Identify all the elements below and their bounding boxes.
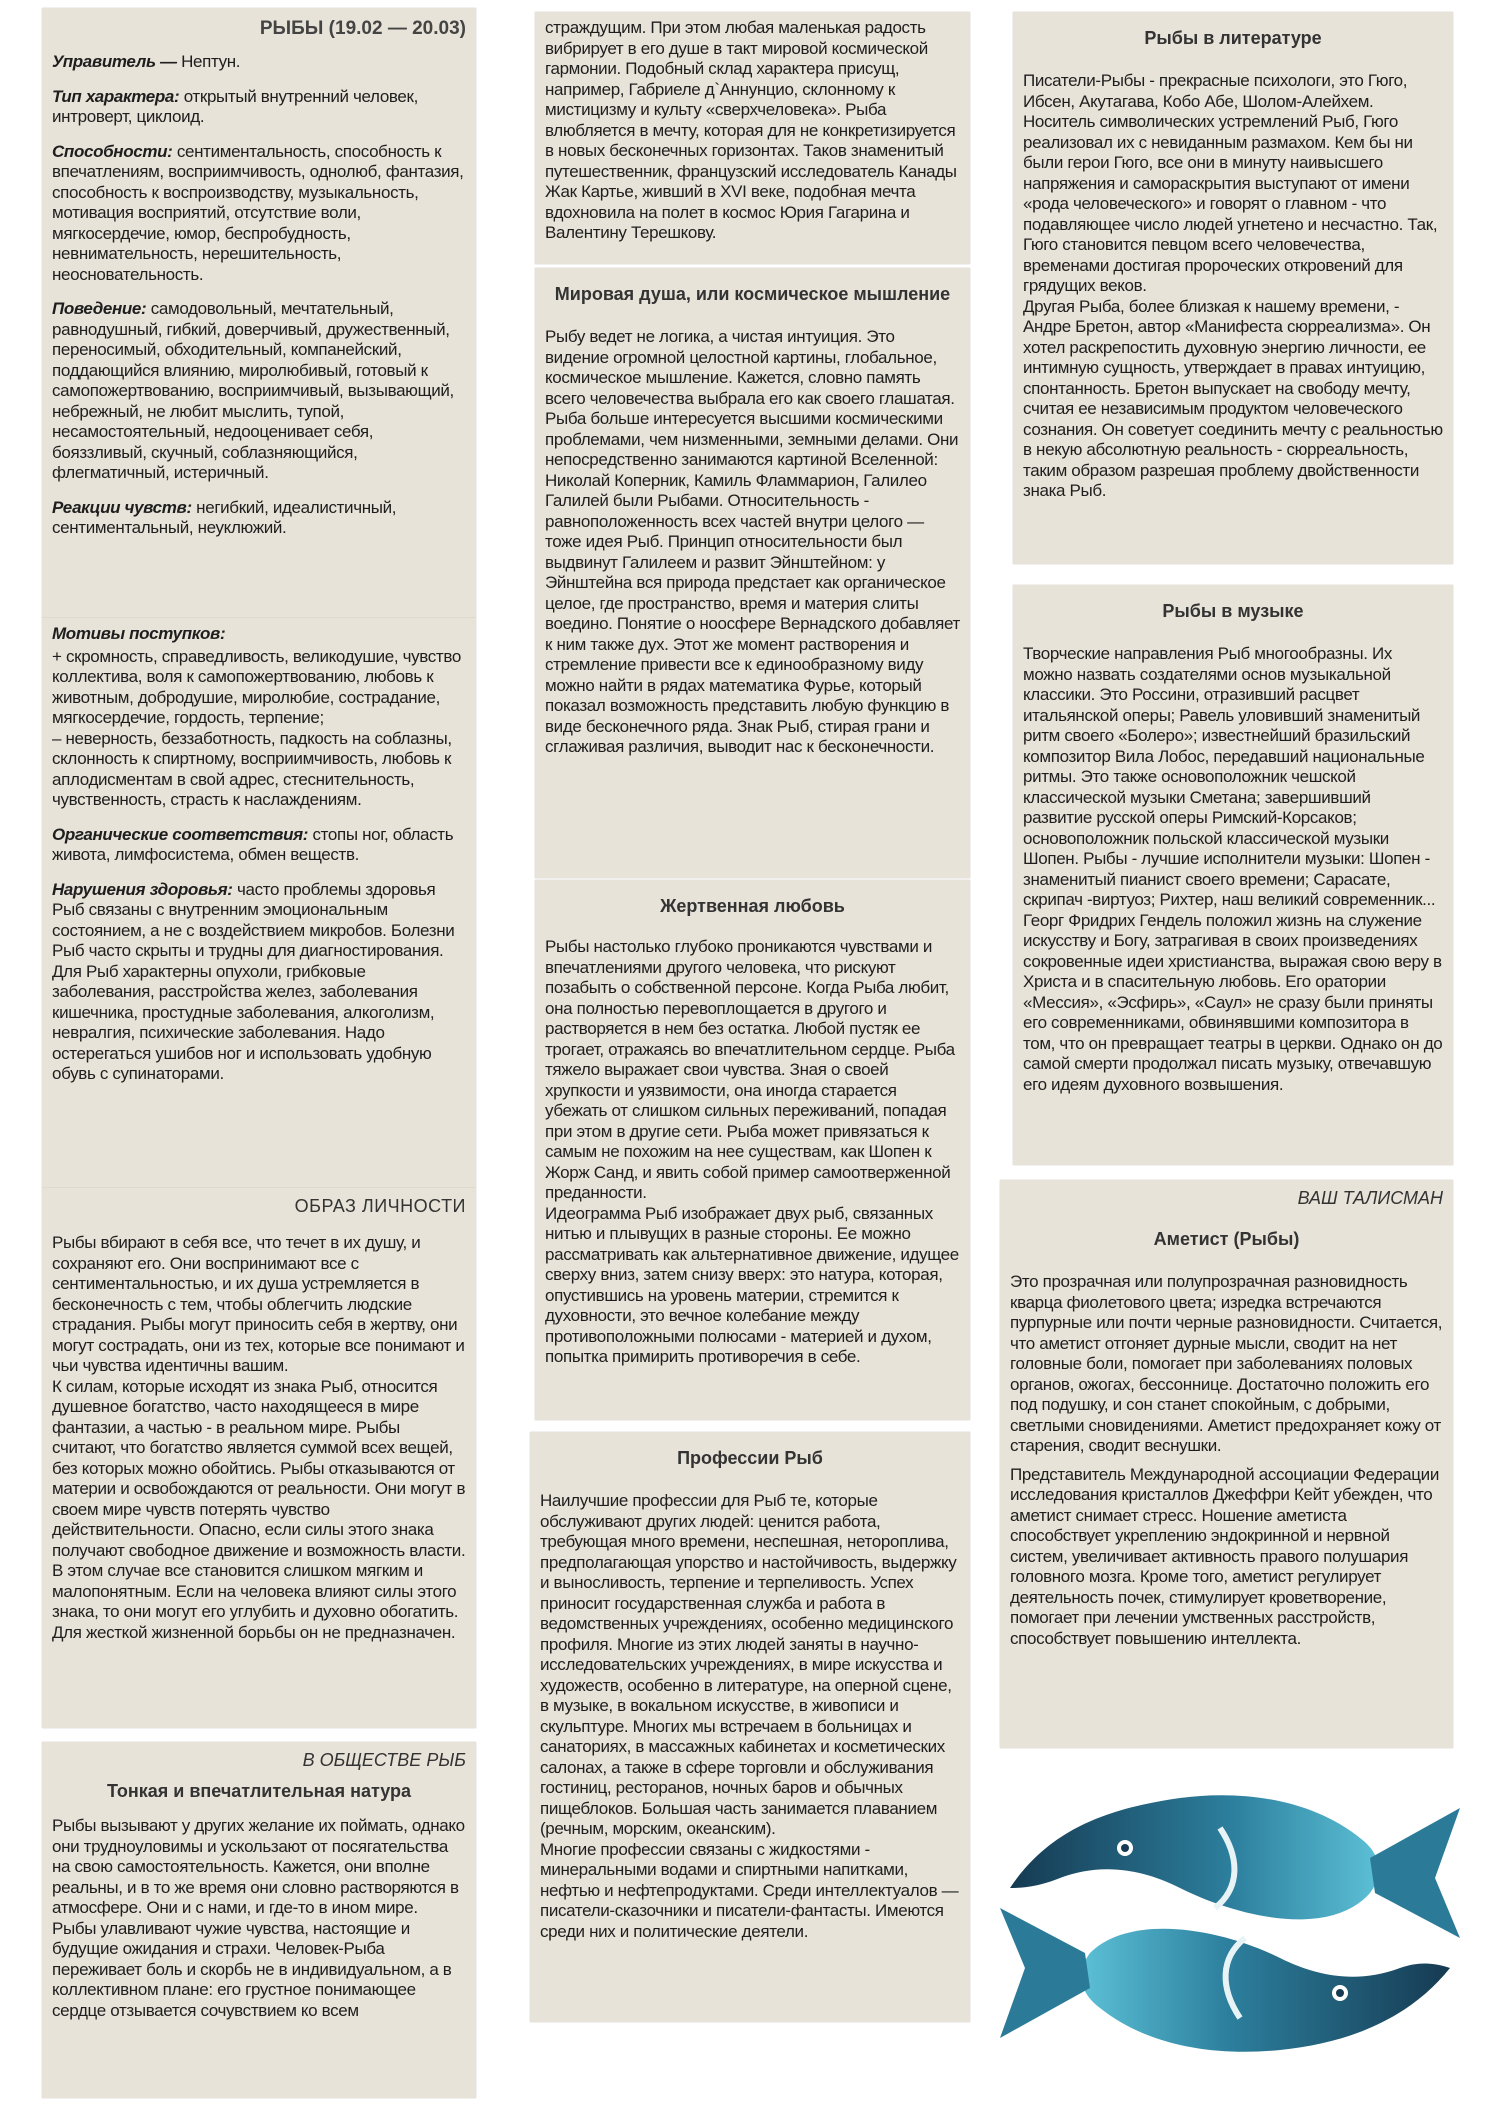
literature-clipping [1013, 12, 1453, 564]
type-line: Тип характера: открытый внутренний человек, интроверт, циклоид. [52, 86, 418, 126]
society-p1: Рыбы вызывают у других желание их поймать, однако они трудноуловимы и ускользают от посягательства на свою самостоятельность. Кажется, они вполне реальны, и в то же время они словно растворяются в атмосфере. Они и с нами, и где-то в ином мире. Рыбы улавливают чужие чувства, настоящие и будущие ожидания и страхи. Человек-Рыба переживает боль и скорбь не в индивидуальном, а в коллективном плане: его грустное понимающее сердце отзывается сочувствием ко всем [52, 1816, 465, 2020]
abilities-line: Способности: сентиментальность, способность к впечатлениям, восприимчивость, однолюб, фантазия, способность к воспроизводству, музыкальность, мотивация восприятий, отсутствие воли, мягкосердечие, юмор, беспробудность, невнимательность, нерешительность, неосновательность. [52, 141, 464, 284]
pisces-fish-emblem [990, 1768, 1470, 2068]
lower-fish [1000, 1908, 1450, 2052]
music-p2: Георг Фридрих Гендель положил жизнь на служение искусству и Богу, затрагивая в своих произведениях сокровенные идеи христианства, выражая свою веру в Христа и в спасительную любовь. Его оратории «Мессия», «Эсфирь», «Саул» не сразу были приняты его современниками, обвинявшими композитора в том, что он превращает театры в церкви. Однако он до самой смерти продолжал писать музыку, отвечавшую его идеям духовного возвышения. [1023, 910, 1443, 1094]
society-clipping [42, 1742, 476, 2098]
professions-p2: Многие профессии связаны с жидкостями - минеральными водами и спиртными напитками, нефтью и нефтепродуктами. Среди интеллектуалов — писатели-сказочники и писатели-фантасты. Имеются среди них и политические деятели. [540, 1839, 959, 1941]
music-p1: Творческие направления Рыб многообразны. Их можно назвать создателями основ музыкальной классики. Это Россини, отразивший расцвет итальянской оперы; Равель уловивший знаменитый ритм своего «Болеро»; известнейший бразильский композитор Вила Лобос, передавший национальные ритмы. Это также основоположник чешской классической музыки Сметана; завершивший развитие русской оперы Римский-Корсаков; основоположник польской классической музыки Шопен. Рыбы - лучшие исполнители музыки: Шопен - знаменитый пианист своего времени; Сарасате, скрипач -виртуоз; Рихтер, наш великий современник... [1023, 644, 1436, 909]
professions-title: Профессии Рыб [677, 1448, 823, 1468]
pisces-traits-clipping [42, 8, 476, 618]
talisman-clipping [1000, 1180, 1453, 1748]
upper-fish [1010, 1795, 1460, 1938]
literature-p1: Писатели-Рыбы - прекрасные психологи, это Гюго, Ибсен, Акутагава, Кобо Абе, Шолом-Алейхем. [1023, 71, 1408, 111]
music-title: Рыбы в музыке [1162, 601, 1304, 621]
talisman-p1: Это прозрачная или полупрозрачная разновидность кварца фиолетового цвета; изредка встречаются пурпурные или почти черные разновидности. Считается, что аметист отгоняет дурные мысли, сводит на нет головные боли, помогает при заболеваниях половых органов, ожогах, бессоннице. Достаточно положить его под подушку, и сон станет спокойным, с добрыми, светлыми сновидениями. Аметист предохраняет кожу от старения, сводит веснушки. [1010, 1272, 1443, 1455]
world-soul-p2: Рыба больше интересуется высшими космическими проблемами, чем низменными, земными делами. Они непосредственно занимаются картиной Вселенной: Николай Коперник, Камиль Фламмарион, Галилео Галилей были Рыбами. Относительность - равноположенность всех частей внутри целого — тоже идея Рыб. Принцип относительности был выдвинут Галилеем и развит Эйнштейном: у Эйнштейна вся природа предстает как органическое целое, где пространство, время и материя слиты воедино. Понятие о ноосфере Вернадского добавляет к ним также дух. Этот же момент растворения и стремление привести все к единообразному виду можно найти в рядах математика Фурье, который показал возможность представить любую функцию в виде бесконечного ряда. Знак Рыб, стирая грани и сглаживая различия, выводит нас к бесконечности. [545, 409, 960, 756]
motives-plus: + скромность, справедливость, великодушие, чувство коллектива, воля к самопожертвованию, любовь к животным, добродушие, миролюбие, сострадание, мягкосердечие, гордость, терпение; [52, 646, 461, 727]
society-header: В ОБЩЕСТВЕ РЫБ [302, 1750, 466, 1770]
reactions-line: Реакции чувств: негибкий, идеалистичный, сентиментальный, неуклюжий. [52, 497, 397, 537]
motives-clipping [42, 618, 476, 1188]
music-clipping [1013, 585, 1453, 1165]
sign-title: РЫБЫ (19.02 — 20.03) [259, 18, 466, 39]
literature-p2: Носитель символических устремлений Рыб, Гюго реализовал их с невиданным размахом. Кем бы ни были герои Гюго, все они в минуту наивысшего напряжения и самораскрытия выступают от имени «рода человеческого» и говорят о главном - что подавляющее число людей угнетено и несчастно. Так, Гюго становится певцом всего человечества, временами достигая пророческих откровений для грядущих веков. [1023, 112, 1438, 295]
sacrifice-clipping [535, 880, 970, 1420]
professions-p1: Наилучшие профессии для Рыб те, которые обслуживают других людей: ценится работа, требующая много времени, неспешная, нетороплива, предполагающая упорство и настойчивость, выдержку и выносливость, терпение и терпеливость. Успех приносит государственная служба и работа в ведомственных учреждениях, особенно медицинского профиля. Многие из этих людей заняты в научно-исследовательских учреждениях, в мире искусства и художеств, особенно в литературе, на оперной сцене, в музыке, в вокальном искусстве, в живописи и скульптуре. Многих мы встречаем в больницах и санаториях, в массажных кабинетах и косметических салонах, а также в сфере торговли и обслуживания гостиниц, ресторанов, ночных баров и обычных пищеблоков. Большая часть занимается плаванием (речным, морским, океанским). [540, 1491, 957, 1838]
talisman-header: ВАШ ТАЛИСМАН [1297, 1188, 1443, 1208]
sacrifice-p1: Рыбы настолько глубоко проникаются чувствами и впечатлениями другого человека, что рискуют позабыть о собственной персоне. Когда Рыба любит, она полностью перевоплощается в другого и растворяется в нем без остатка. Любой пустяк ее трогает, отражаясь во впечатлительном сердце. Рыба тяжело выражает свои чувства. Зная о своей хрупкости и уязвимости, она иногда старается убежать от слишком сильных переживаний, попадая при этом в другие сети. Рыба может привязаться к самым не похожим на нее существам, как Шопен к Жорж Санд, и явить собой пример самоотверженной преданности. [545, 937, 955, 1202]
health-line: Нарушения здоровья: часто проблемы здоровья Рыб связаны с внутренним эмоциональным состоянием, а не с воздействием микробов. Болезни Рыб часто скрыты и трудны для диагностирования. Для Рыб характерны опухоли, грибковые заболевания, расстройства желез, заболевания кишечника, простудные заболевания, алкоголизм, невралгия, психические заболевания. Надо остерегаться ушибов ног и использовать удобную обувь с супинаторами. [52, 879, 455, 1083]
organic-line: Органические соответствия: стопы ног, область живота, лимфосистема, обмен веществ. [52, 824, 454, 864]
continuation-clipping [535, 12, 970, 264]
motives-label: Мотивы поступков: [52, 624, 226, 643]
literature-p3: Другая Рыба, более близкая к нашему времени, - Андре Бретон, автор «Манифеста сюрреализма». Он хотел раскрепостить духовную энергию личности, ее интимную сущность, утверждает в правах интуицию, спонтанность. Бретон выпускает на свободу мечту, считая ее независимым продуктом человеческого сознания. Он советует соединить мечту с реальностью в некую абсолютную реальность - сюрреальность, таким образом разрешая проблему двойственности знака Рыб. [1023, 296, 1443, 500]
sacrifice-title: Жертвенная любовь [660, 896, 845, 916]
world-soul-title: Мировая душа, или космическое мышление [554, 284, 951, 304]
literature-title: Рыбы в литературе [1144, 28, 1322, 48]
personality-p1: Рыбы вбирают в себя все, что течет в их душу, и сохраняют его. Они воспринимают все с сентиментальностью, и их душа устремляется в бесконечность с тем, чтобы облегчить людские страдания. Рыбы могут приносить себя в жертву, они могут сострадать, они из тех, которые все понимают и чьи чувства идентичны вашим. [52, 1233, 465, 1375]
professions-clipping [530, 1432, 970, 2022]
personality-clipping [42, 1188, 476, 1728]
sacrifice-p2: Идеограмма Рыб изображает двух рыб, связанных нитью и плывущих в разные стороны. Ее можно рассматривать как альтернативное движение, идущее сверху вниз, затем снизу вверх: это натура, которая, опустившись на уровень материи, стремится к духовности, это вечное колебание между противоположными полюсами - материей и духом, попытка примирить противоречия в себе. [545, 1203, 959, 1366]
world-soul-clipping [535, 268, 970, 878]
society-title: Тонкая и впечатлительная натура [107, 1781, 411, 1801]
personality-header: ОБРАЗ ЛИЧНОСТИ [294, 1196, 466, 1216]
continuation-p1: страждущим. При этом любая маленькая радость вибрирует в его душе в такт мировой космической гармонии. Подобный склад характера присущ, например, Габриеле д`Аннунцио, склонному к мистицизму и культу «сверхчеловека». Рыба влюбляется в мечту, которая для не конкретизируется в новых бесконечных горизонтах. Таков знаменитый путешественник, французский исследователь Канады Жак Картье, живший в XVI веке, подобная мечта вдохновила на полет в космос Юрия Гагарина и Валентину Терешкову. [545, 18, 957, 242]
talisman-title: Аметист (Рыбы) [1153, 1229, 1300, 1249]
ruler-line: Управитель — Нептун. [52, 52, 241, 71]
motives-minus: – неверность, беззаботность, падкость на соблазны, склонность к спиртному, восприимчивость, любовь к аплодисментам в свой адрес, стеснительность, чувственность, страсть к наслаждениям. [52, 728, 452, 809]
talisman-p2: Представитель Международной ассоциации Федерации исследования кристаллов Джеффри Кейт убежден, что аметист снимает стресс. Ношение аметиста способствует укреплению эндокринной и нервной систем, увеличивает активность правого полушария головного мозга. Кроме того, аметист регулирует деятельность почек, стимулирует кроветворение, помогает при лечении умственных расстройств, способствует повышению интеллекта. [1010, 1464, 1439, 1648]
personality-p2: К силам, которые исходят из знака Рыб, относится душевное богатство, часто находящееся в мире фантазии, а частью - в реальном мире. Рыбы считают, что богатство является суммой всех вещей, без которых можно обойтись. Рыбы отказываются от материи и освобождаются от реальности. Они могут в своем мире чувств потерять чувство действительности. Опасно, если силы этого знака получают свободное движение и возможность власти. В этом случае все становится слишком мягким и малопонятным. Если на человека влияют силы этого знака, то они могут его углубить и духовно обогатить. Для жесткой жизненной борьбы он не предназначен. [52, 1376, 466, 1642]
behavior-line: Поведение: самодовольный, мечтательный, равнодушный, гибкий, доверчивый, дружественный, переносимый, обходительный, компанейский, поддающийся влиянию, миролюбивый, готовый к самопожертвованию, восприимчивый, вызывающий, небрежный, не любит мыслить, тупой, несамостоятельный, недооценивает себя, бояззливый, скучный, соблазняющийся, флегматичный, истеричный. [52, 299, 454, 482]
world-soul-p1: Рыбу ведет не логика, а чистая интуиция. Это видение огромной целостной картины, глобальное, космическое мышление. Кажется, словно память всего человечества выбрала его как своего глашатая. [545, 327, 955, 408]
